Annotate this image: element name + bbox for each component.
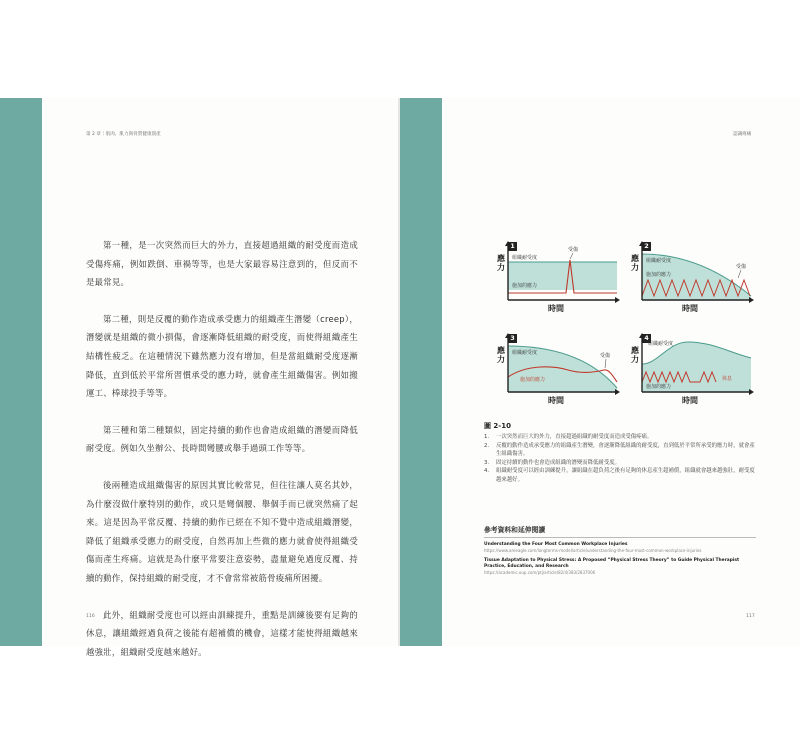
panel-number: 4 [642, 334, 651, 343]
x-axis-arrow [615, 297, 620, 303]
y-axis-label: 應力 [631, 346, 639, 364]
panel-number: 1 [508, 242, 517, 251]
stress-label: 施加的應力 [520, 377, 546, 383]
x-axis-label: 時間 [548, 396, 564, 405]
figure-panel-3 [496, 332, 620, 406]
figure-note: 4. 組織耐受度可以經由訓練提升，讓組織在超負荷之後有足夠的休息產生超補償，組織就會越來越強壯，耐受度越來越好。 [484, 468, 755, 483]
y-axis-arrow [505, 333, 511, 338]
panel-number: 3 [508, 334, 517, 343]
reference-title: Understanding the Four Most Common Workplace Injuries [484, 542, 628, 547]
injury-label: 受傷 [600, 353, 611, 359]
injury-pointer [738, 270, 741, 278]
tolerance-label: 組織耐受度 [646, 258, 672, 264]
figure-panel-1 [496, 240, 620, 314]
injury-pointer [570, 253, 573, 259]
injury-label: 受傷 [568, 247, 579, 253]
paragraph: 後兩種造成組織傷害的原因其實比較常見，但往往讓人莫名其妙，為什麼沒做什麼特別的動作，或只是彎個腰、舉個手而已就突然痛了起來。這是因為平常反覆、持續的動作已經在不知不覺中造成組織潛變，降低了組織承受應力的耐受度，自然再加上些微的應力就會使得組織受傷而產生疼痛。這就是為什麼平常要注意姿勢，盡量避免過度反覆、持續的動作，保持組織的耐受度，才不會常常被筋骨痠痛所困擾。 [86, 479, 358, 583]
paragraph: 第三種和第二種類似，固定持續的動作也會造成組織的潛變而降低耐受度。例如久坐辦公、長時間彎腰或舉手過頭工作等等。 [86, 424, 358, 454]
reference-url: https://www.ameagle.com/longterms-model/article/understanding-the-four-most-common-workplace-injuries [484, 548, 702, 553]
right-page-number: 117 [746, 614, 755, 619]
paragraph: 此外，組織耐受度也可以經由訓練提升，重點是訓練後要有足夠的休息，讓組織經過負荷之後能有超補償的機會，這樣才能使得組織越來越強壯，組織耐受度越來越好。 [86, 609, 358, 657]
left-running-header: 第 2 章｜肌肉、肌力與骨質健康資產 [86, 132, 161, 137]
x-axis-arrow [749, 389, 754, 395]
tolerance-label: 組織耐受度 [512, 255, 538, 261]
right-page-edge-band [400, 98, 442, 646]
y-axis-label: 應力 [631, 254, 639, 272]
figure-note: 1. 一次突然而巨大的外力，直接超過組織的耐受度而造成受傷疼痛。 [484, 434, 653, 440]
y-axis-arrow [639, 241, 645, 246]
injury-label: 受傷 [736, 264, 747, 270]
reference-url: https://academic.oup.com/ptj/article/82/4/383/2837006 [484, 570, 596, 575]
figure-notes [484, 433, 756, 485]
reference-title: Tissue Adaptation to Physical Stress: A Proposed “Physical Stress Theory” to Guide Physical Therapist Practice, Education, and Research [484, 558, 740, 569]
x-axis-arrow [749, 297, 754, 303]
x-axis-arrow [615, 389, 620, 395]
injury-pointer [605, 359, 606, 368]
stress-label: 施加的應力 [512, 283, 538, 289]
stress-label: 施加的應力 [646, 272, 672, 278]
x-axis-label: 時間 [682, 396, 698, 405]
y-axis-arrow [505, 241, 511, 246]
references-divider [484, 537, 756, 538]
figure-caption: 圖 2-10 [484, 422, 511, 430]
paragraph: 第一種，是一次突然而巨大的外力，直接超過組織的耐受度而造成受傷疼痛，例如跌倒、車禍等等，也是大家最容易注意到的，但反而不是最常見。 [86, 240, 358, 288]
stress-tolerance-figure [484, 240, 754, 420]
book-gutter [398, 98, 400, 646]
right-running-header: 認識疼痛 [733, 132, 752, 137]
y-axis-label: 應力 [497, 254, 505, 272]
references-section [484, 524, 756, 580]
x-axis-label: 時間 [682, 304, 698, 313]
stress-label: 施加的應力 [646, 384, 672, 390]
tolerance-label: 組織耐受度 [512, 350, 538, 356]
paragraph: 第二種，則是反覆的動作造成承受應力的組織產生潛變（creep），潛變就是組織的微小損傷，會逐漸降低組織的耐受度，而使得組織產生結構性疲乏。在這種情況下雖然應力沒有增加，但是當組織耐受度逐漸降低，直到低於平常所習慣承受的應力時，就會產生組織傷害。例如搬運工、棒球投手等等。 [86, 313, 358, 399]
left-page-number: 116 [86, 614, 95, 619]
y-axis-label: 應力 [497, 346, 505, 364]
figure-panel-4 [630, 332, 754, 406]
figure-panel-2 [630, 240, 754, 314]
tolerance-label: 組織耐受度 [648, 341, 674, 347]
left-body-text [86, 236, 358, 679]
figure-note: 2. 反覆的動作造成承受應力的組織產生潛變，會逐漸降低組織的耐受度，直到低於平常所承受的應力時，就會產生組織傷害。 [484, 442, 755, 458]
y-axis-arrow [639, 333, 645, 338]
references-title: 參考資料和延伸閱讀 [484, 526, 546, 534]
x-axis-label: 時間 [548, 304, 564, 313]
figure-note: 3. 固定持續的動作也會造成組織的潛變而降低耐受度。 [484, 459, 620, 466]
rest-label: 休息 [722, 376, 733, 382]
panel-number: 2 [642, 242, 651, 251]
left-page-edge-band [0, 98, 42, 646]
